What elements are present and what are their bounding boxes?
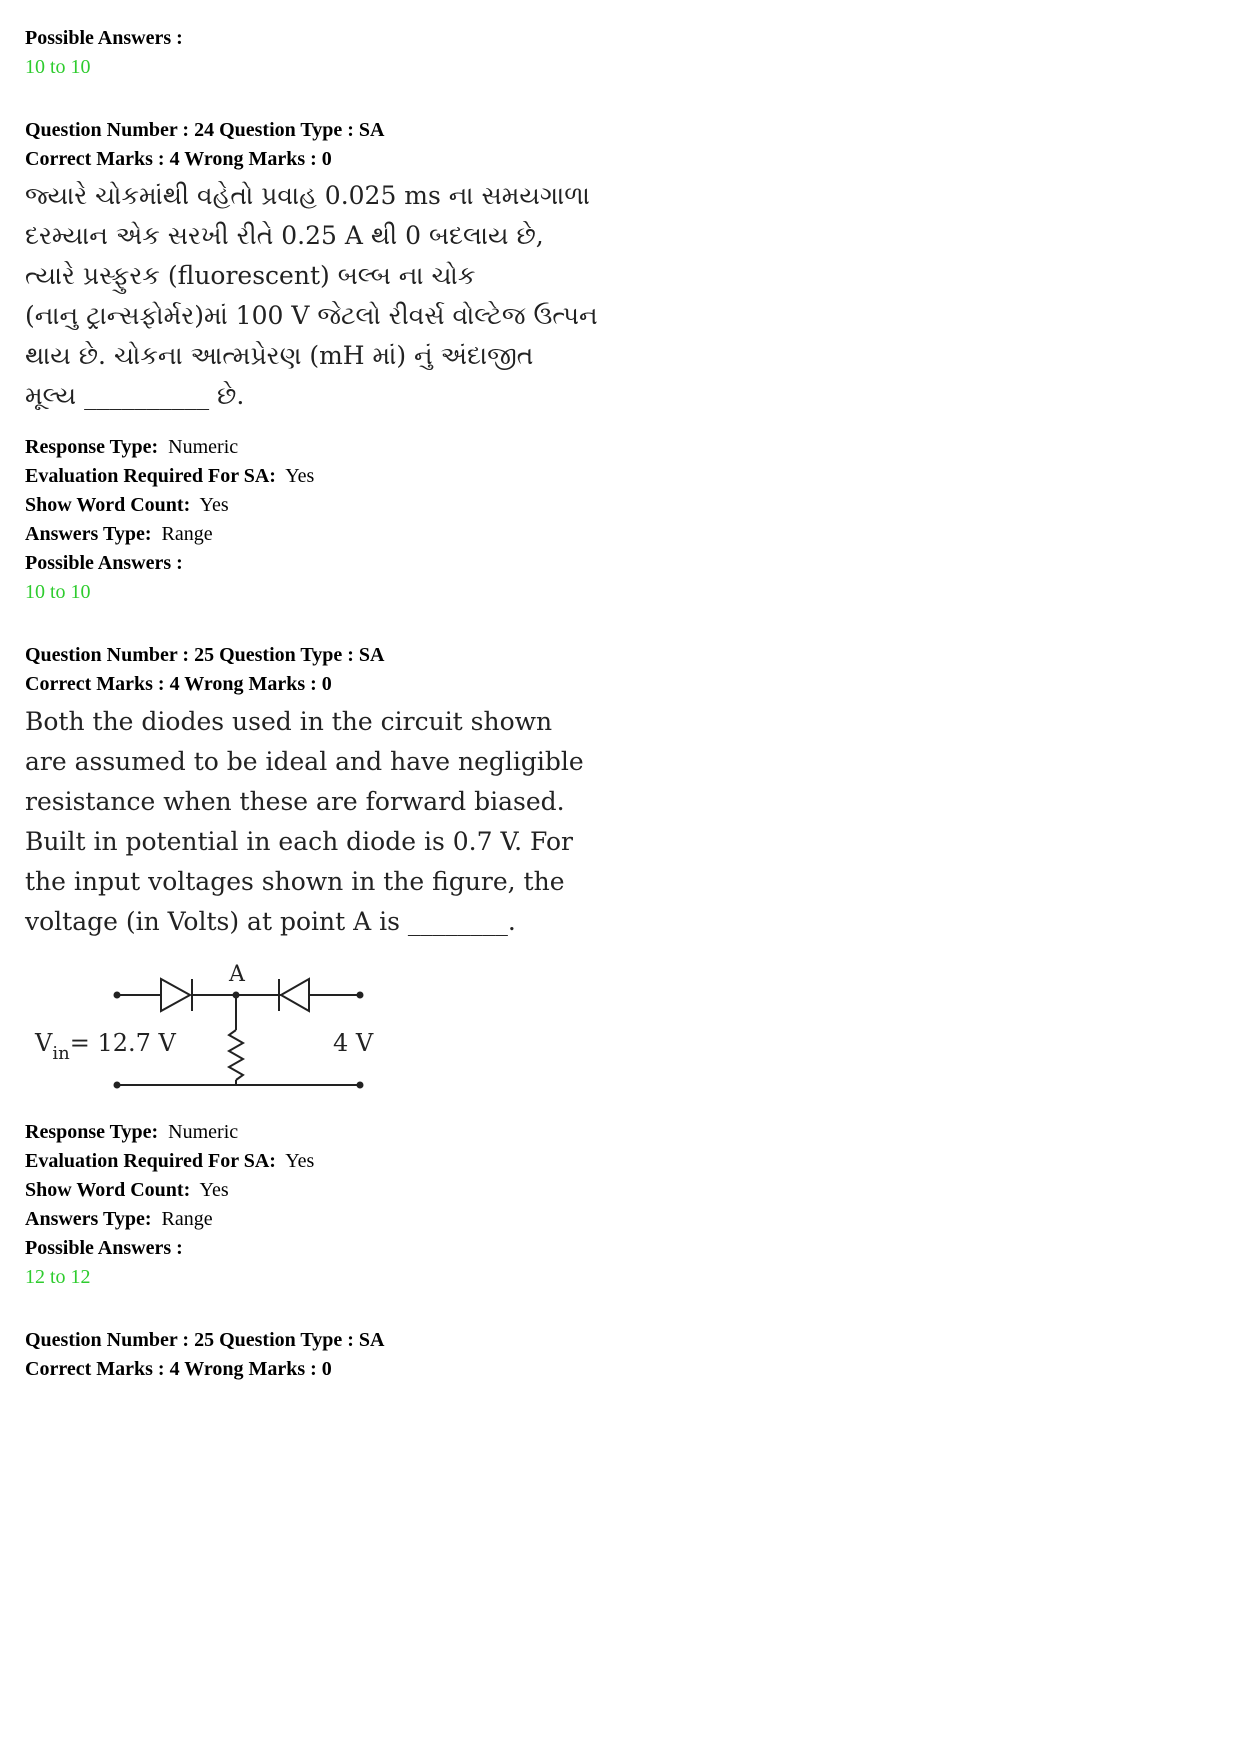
label: Response Type: [25, 436, 159, 458]
q24-marks: Correct Marks : 4 Wrong Marks : 0 [25, 148, 332, 170]
q25-line: the input voltages shown in the figure, the [25, 867, 565, 896]
vin-label [34, 1029, 177, 1064]
terminal-dot [114, 992, 121, 999]
possible-answers-value: 10 to 10 [25, 56, 91, 78]
diode-circuit-diagram [25, 955, 385, 1105]
label: Answers Type: [25, 1208, 152, 1230]
label: Response Type: [25, 1121, 159, 1143]
vin-main: V [35, 1029, 53, 1057]
q24-line: (નાનુ ટ્રાન્સફોર્મર)માં 100 V જેટલો રીવર્સ વોલ્ટેજ ઉત્પન [25, 301, 598, 330]
q25-response-type [25, 1118, 238, 1146]
q24-answers-type [25, 520, 213, 548]
value: Yes [285, 465, 315, 487]
q24-header: Question Number : 24 Question Type : SA [25, 119, 385, 141]
possible-answers-label: Possible Answers : [25, 27, 183, 49]
terminal-dot [114, 1082, 121, 1089]
q25-possible-answers-value: 12 to 12 [25, 1266, 91, 1288]
q24-possible-answers-value: 10 to 10 [25, 581, 91, 603]
q25-evaluation-required [25, 1147, 314, 1175]
q25-line: voltage (in Volts) at point A is ________. [25, 907, 516, 936]
q25-line: Built in potential in each diode is 0.7 V. For [25, 827, 574, 856]
q24-line: મૂલ્ય __________ છે. [25, 381, 245, 410]
node-a-label: A [229, 962, 245, 987]
resistor [229, 1030, 243, 1080]
label: Show Word Count: [25, 494, 191, 516]
q25-question-text [25, 702, 584, 942]
terminal-dot [357, 1082, 364, 1089]
q24-show-word-count [25, 491, 229, 519]
q24-line: ત્યારે પ્રસ્ફુરક (fluorescent) બલ્બ ના ચોક [25, 261, 476, 290]
q24-line: દરમ્યાન એક સરખી રીતે 0.25 A થી 0 બદલાય છે, [25, 221, 544, 250]
q25-marks: Correct Marks : 4 Wrong Marks : 0 [25, 673, 332, 695]
value: Yes [199, 1179, 229, 1201]
q25-answers-type [25, 1205, 213, 1233]
right-voltage-label: 4 V [333, 1029, 374, 1057]
q24-question-text [25, 176, 598, 416]
value: Yes [199, 494, 229, 516]
q25-show-word-count [25, 1176, 229, 1204]
q24-line: જ્યારે ચોકમાંથી વહેતો પ્રવાહ 0.025 ms ના સમયગાળા [25, 181, 590, 210]
q25-line: resistance when these are forward biased. [25, 787, 565, 816]
label: Evaluation Required For SA: [25, 465, 276, 487]
q25-line: Both the diodes used in the circuit shown [25, 707, 553, 736]
q24-line: થાય છે. ચોકના આત્મપ્રેરણ (mH માં) નું અંદાજીત [25, 341, 534, 370]
q24-possible-answers-label: Possible Answers : [25, 552, 183, 574]
vin-value: = 12.7 V [69, 1029, 176, 1057]
value: Numeric [168, 1121, 239, 1143]
label: Evaluation Required For SA: [25, 1150, 276, 1172]
value: Numeric [168, 436, 239, 458]
diode-right [281, 979, 309, 1011]
q24-evaluation-required [25, 462, 314, 490]
value: Yes [285, 1150, 315, 1172]
q25b-marks: Correct Marks : 4 Wrong Marks : 0 [25, 1358, 332, 1380]
q25-possible-answers-label: Possible Answers : [25, 1237, 183, 1259]
node-a-dot [233, 992, 240, 999]
terminal-dot [357, 992, 364, 999]
q25-header: Question Number : 25 Question Type : SA [25, 644, 385, 666]
diode-left [161, 979, 190, 1011]
q25-line: are assumed to be ideal and have negligible [25, 747, 584, 776]
q24-response-type [25, 433, 238, 461]
label: Show Word Count: [25, 1179, 191, 1201]
label: Answers Type: [25, 523, 152, 545]
value: Range [161, 1208, 213, 1230]
vin-sub: in [52, 1043, 70, 1064]
q25b-header: Question Number : 25 Question Type : SA [25, 1329, 385, 1351]
value: Range [161, 523, 213, 545]
